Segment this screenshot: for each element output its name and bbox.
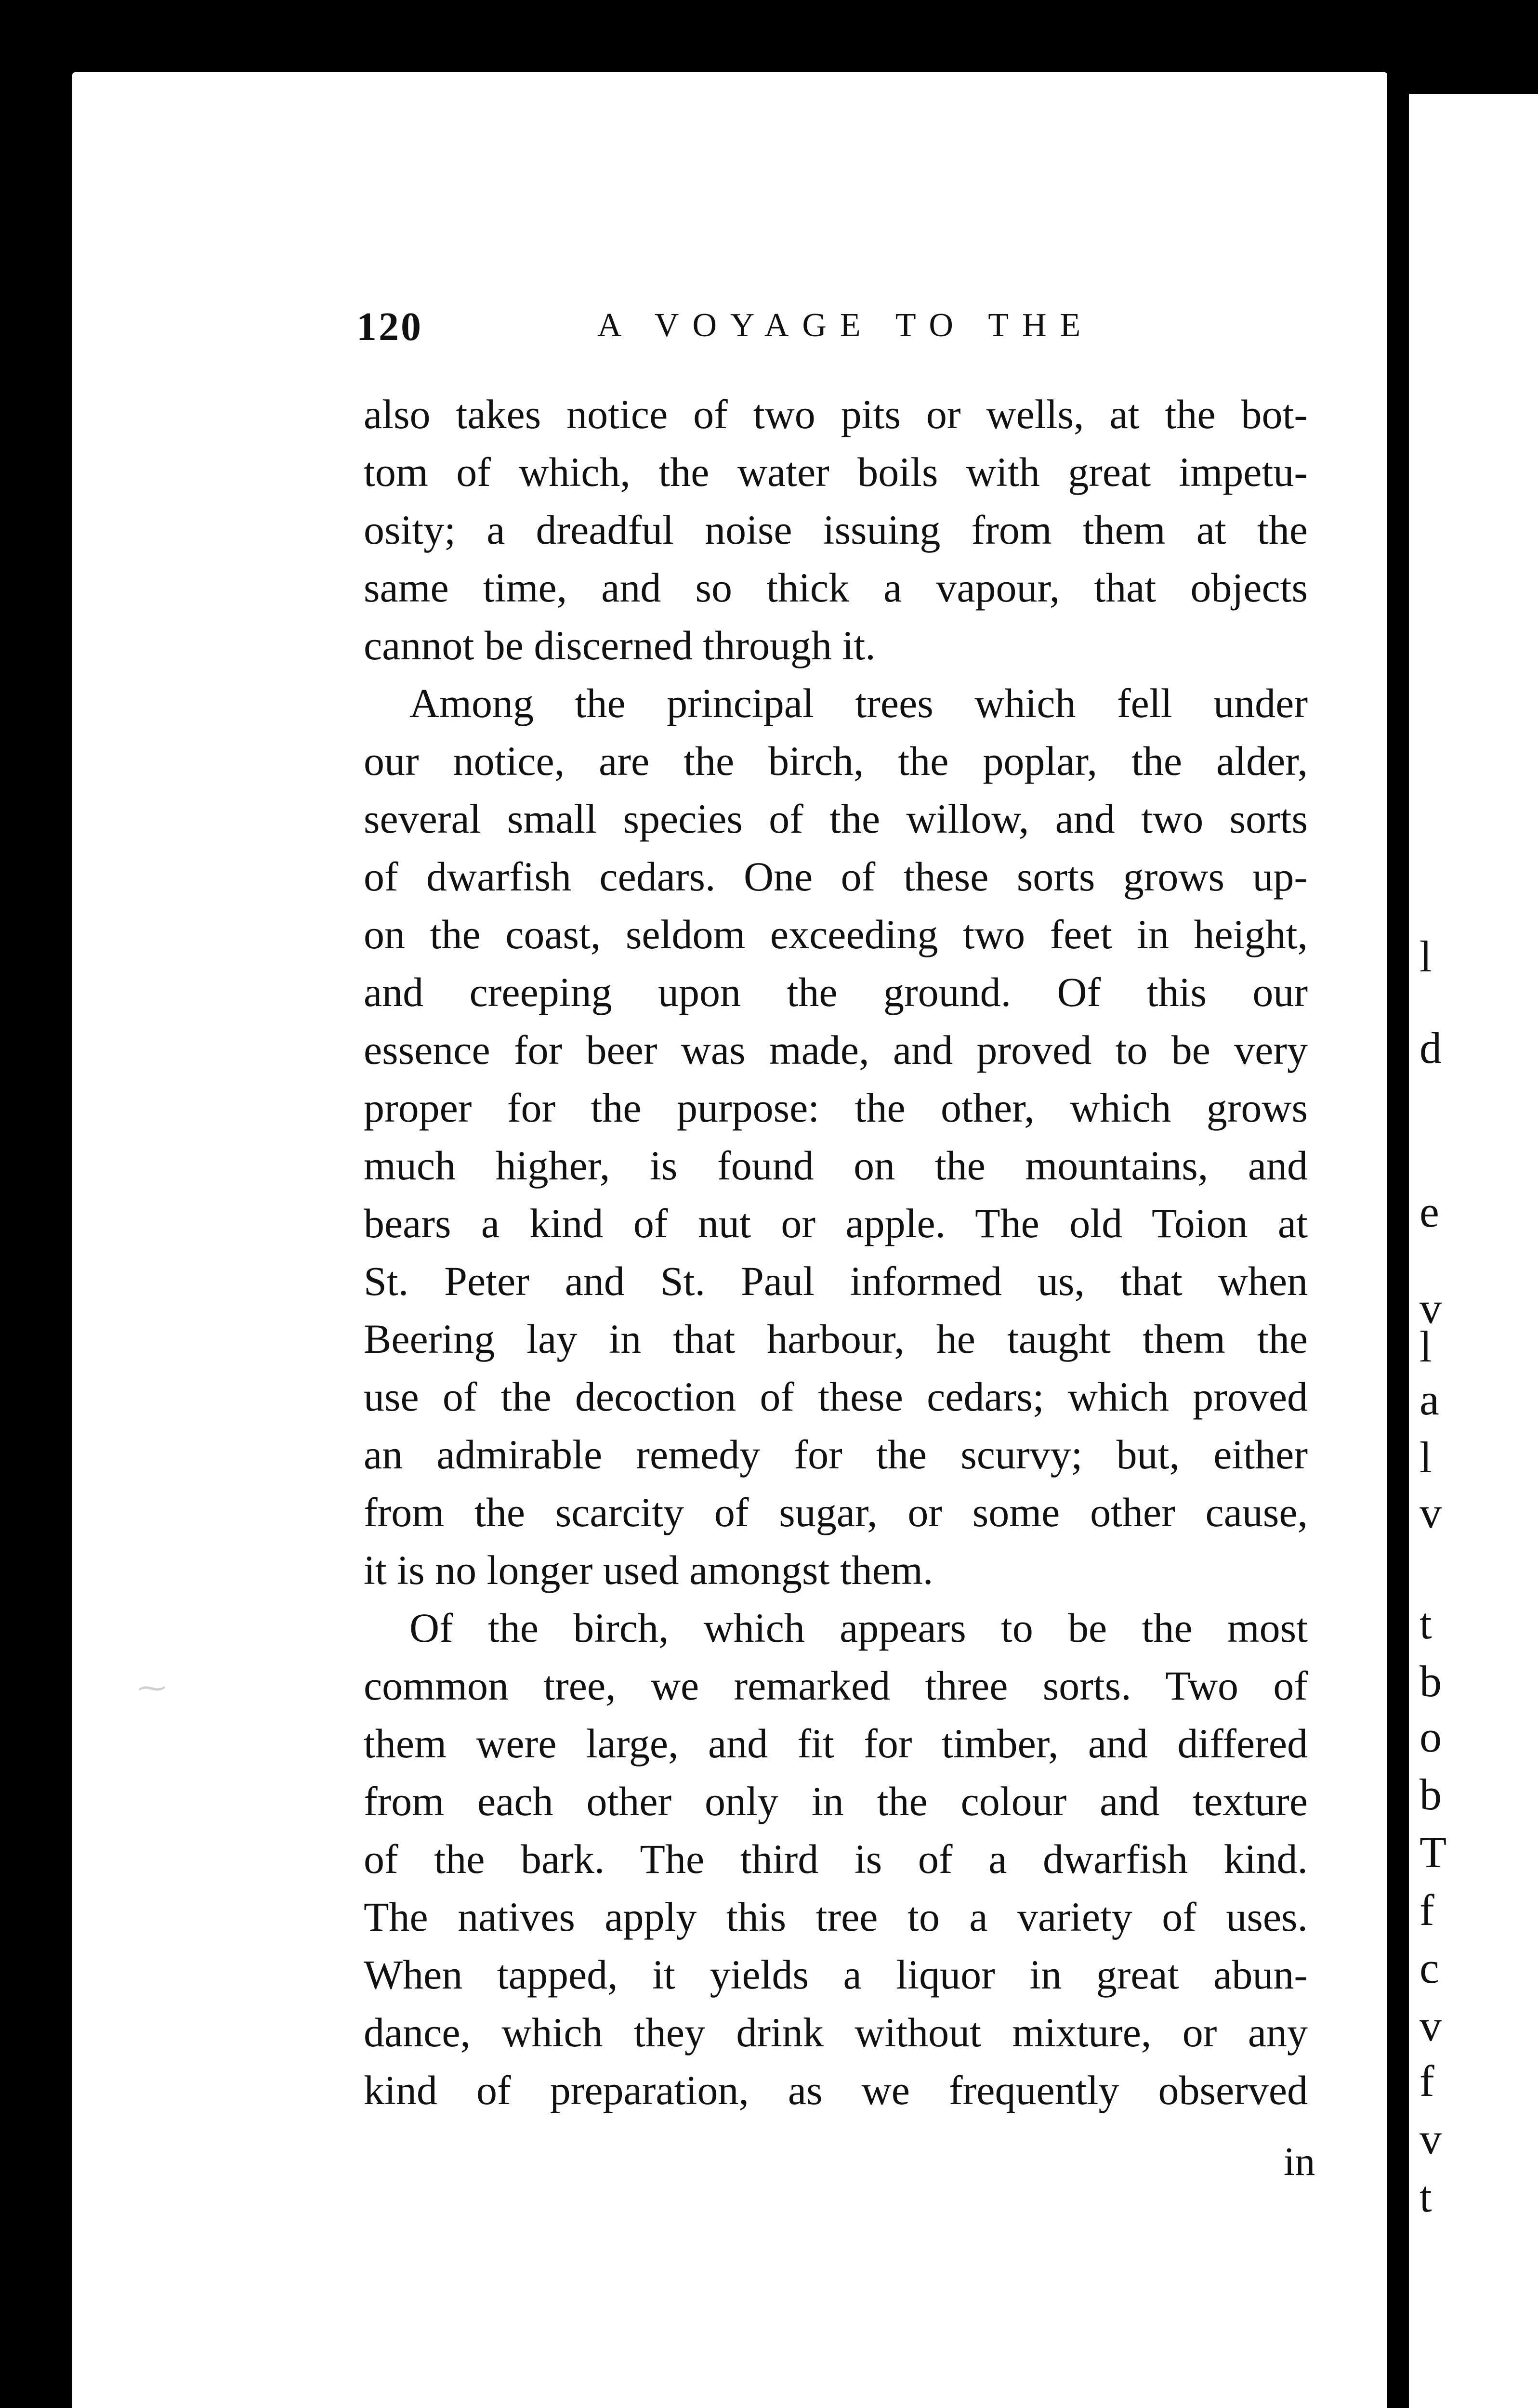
adjacent-letter: t: [1420, 2172, 1432, 2221]
adjacent-letter: T: [1420, 1828, 1447, 1877]
text-line: our notice, are the birch, the poplar, the alder,: [364, 738, 1308, 784]
text-line: essence for beer was made, and proved to be very: [364, 1027, 1308, 1073]
adjacent-page-edge: [1409, 94, 1538, 2408]
text-line: tom of which, the water boils with great impetu-: [364, 449, 1308, 495]
catchword: in: [1284, 2139, 1315, 2184]
text-line: When tapped, it yields a liquor in great abun-: [364, 1951, 1308, 1998]
adjacent-letter: l: [1420, 1322, 1432, 1371]
text-line: common tree, we remarked three sorts. Two of: [364, 1662, 1308, 1709]
text-line: and creeping upon the ground. Of this our: [364, 969, 1308, 1015]
running-head: [356, 303, 1301, 352]
gutter-shadow: [1387, 67, 1409, 2408]
adjacent-letter: v: [1420, 1488, 1442, 1537]
text-line: proper for the purpose: the other, which grows: [364, 1085, 1308, 1131]
text-line: The natives apply this tree to a variety of uses.: [364, 1894, 1308, 1940]
adjacent-letter: l: [1420, 1433, 1432, 1482]
text-line: kind of preparation, as we frequently observed: [364, 2067, 1308, 2113]
adjacent-letter: b: [1420, 1657, 1442, 1706]
adjacent-letter: v: [1420, 2001, 1442, 2050]
text-line: several small species of the willow, and two sorts: [364, 796, 1308, 842]
text-line: same time, and so thick a vapour, that objects: [364, 564, 1308, 611]
text-line: it is no longer used amongst them.: [364, 1547, 933, 1593]
adjacent-letter: l: [1420, 932, 1432, 981]
body-text: [364, 385, 1308, 2119]
adjacent-letter: a: [1420, 1375, 1439, 1424]
adjacent-letter: v: [1420, 2114, 1442, 2163]
scan-smudge: ⁓: [137, 1671, 166, 1705]
text-line: bears a kind of nut or apple. The old Toion at: [364, 1200, 1308, 1246]
text-line: osity; a dreadful noise issuing from them at the: [364, 507, 1308, 553]
adjacent-letter: e: [1420, 1187, 1439, 1236]
adjacent-letter: b: [1420, 1770, 1442, 1819]
text-line: use of the decoction of these cedars; which proved: [364, 1374, 1308, 1420]
text-line: much higher, is found on the mountains, and: [364, 1142, 1308, 1189]
adjacent-letter: v: [1420, 1283, 1442, 1333]
text-line: also takes notice of two pits or wells, at the bot-: [364, 391, 1308, 437]
text-line: on the coast, seldom exceeding two feet in height,: [364, 911, 1308, 957]
text-line: of dwarfish cedars. One of these sorts grows up-: [364, 853, 1308, 900]
text-line: Beering lay in that harbour, he taught them the: [364, 1316, 1308, 1362]
text-line: an admirable remedy for the scurvy; but, either: [364, 1431, 1308, 1478]
text-line: cannot be discerned through it.: [364, 622, 876, 668]
adjacent-letter: t: [1420, 1599, 1432, 1648]
text-line: from each other only in the colour and texture: [364, 1778, 1308, 1824]
text-line: St. Peter and St. Paul informed us, that when: [364, 1258, 1308, 1304]
text-line: them were large, and fit for timber, and differed: [364, 1720, 1308, 1767]
text-line: dance, which they drink without mixture, or any: [364, 2009, 1308, 2055]
paragraph-start: Among the principal trees which fell under: [409, 680, 1308, 726]
text-line: of the bark. The third is of a dwarfish kind.: [364, 1836, 1308, 1882]
adjacent-letter: c: [1420, 1943, 1439, 1992]
text-line: from the scarcity of sugar, or some other cause,: [364, 1489, 1308, 1535]
paragraph-start: Of the birch, which appears to be the most: [409, 1605, 1308, 1651]
page-number: 120: [356, 304, 423, 349]
adjacent-letter: o: [1420, 1712, 1442, 1761]
adjacent-letter: f: [1420, 2056, 1434, 2106]
adjacent-letter: f: [1420, 1885, 1434, 1935]
adjacent-letter: d: [1420, 1023, 1442, 1073]
running-title: A VOYAGE TO THE: [597, 307, 1094, 344]
